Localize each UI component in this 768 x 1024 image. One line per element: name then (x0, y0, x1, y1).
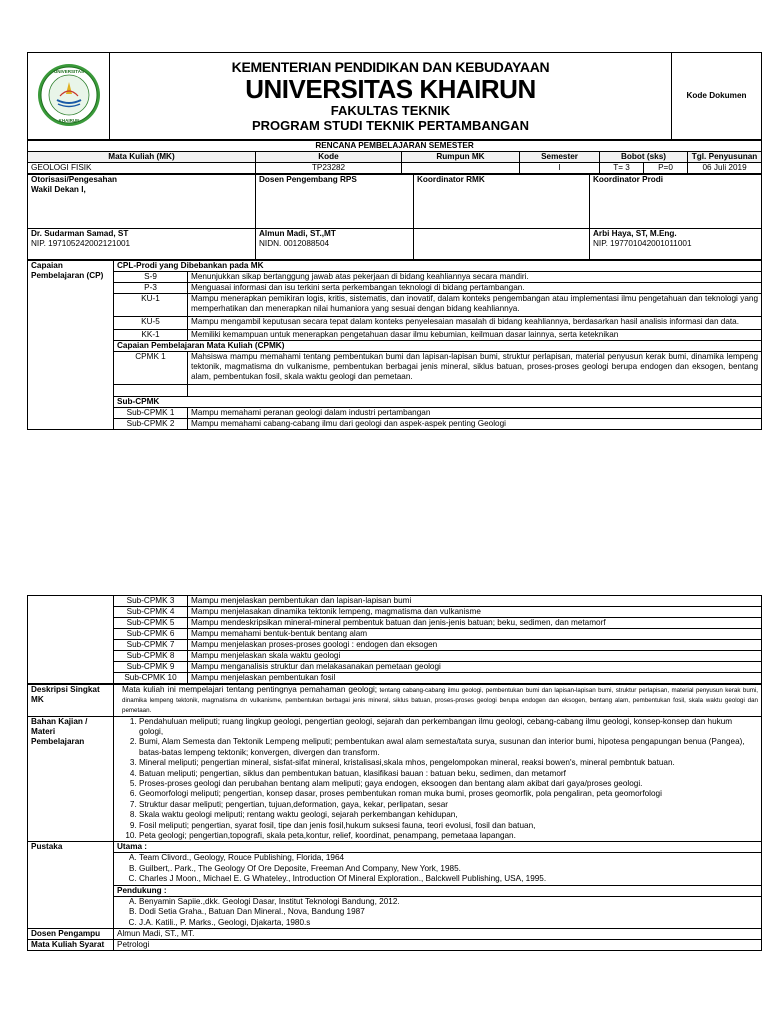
sub-cpmk-code: Sub-CPMK 10 (114, 673, 188, 684)
cpl-text: Menguasai informasi dan isu terkini serta perkembangan teknologi di bidang pertambangan. (188, 283, 762, 294)
desc-cell (114, 685, 762, 717)
desc-lead: Mata kuliah ini mempelajari tentang pentingnya pemahaman geologi; (122, 685, 378, 694)
course-header-bobot: Bobot (sks) (600, 152, 688, 163)
sub-cpmk-text: Mampu menjelaskan pembentukan dan lapisan-lapisan bumi (188, 596, 762, 607)
empty-cell (188, 385, 762, 397)
cpl-code: KU-1 (114, 294, 188, 317)
materi-list (117, 717, 758, 842)
auth-col-1 (28, 175, 256, 229)
materi-item: 5. Proses-proses geologi dan perubahan bentang alam meliputi; gaya endogen, eksoogen dan bentang alam akibat dari gaya/proses geologi. (139, 779, 758, 789)
materi-cell (114, 716, 762, 842)
cpl-text: Memiliki kemampuan untuk menerapkan pengetahuan dasar ilmu kebumian, keilmuan dasar lainnya, serta keteknikan (188, 330, 762, 341)
auth-sub-1: Wakil Dekan I, (31, 185, 86, 194)
course-rumpun (402, 163, 520, 174)
empty-cell (114, 385, 188, 397)
auth-label-3: Koordinator RMK (417, 175, 485, 184)
logo-bottom-text: KHAIRUN (58, 117, 79, 123)
sub-cpmk-code: Sub-CPMK 6 (114, 629, 188, 640)
sub-cpmk-text: Mampu menjelaskan skala waktu geologi (188, 651, 762, 662)
faculty-title: FAKULTAS TEKNIK (330, 103, 451, 118)
auth-name-1: Dr. Sudarman Samad, ST (31, 229, 129, 238)
cpmk-code: CPMK 1 (114, 352, 188, 385)
auth-label-4: Koordinator Prodi (593, 175, 664, 184)
materi-item: 9. Fosil meliputi; pengertian, syarat fosil, tipe dan jenis fosil,hukum suksesi fauna, teori evolusi, fosil dan batuan, (139, 821, 758, 831)
auth-col-2 (256, 175, 414, 229)
sub-cpmk-text: Mampu menjelaskan proses-proses goologi : endogen dan eksogen (188, 640, 762, 651)
materi-item: 8. Skala waktu geologi meliputi; rentang waktu geologi, sejarah perkembangan kehidupan, (139, 810, 758, 820)
pendukung-list (117, 897, 758, 928)
auth-label-2: Dosen Pengembang RPS (259, 175, 357, 184)
sub-cpmk-text: Mampu memahami cabang-cabang ilmu dari geologi dan aspek-aspek penting Geologi (188, 419, 762, 430)
syarat-value: Petrologi (114, 939, 762, 950)
materi-item: 6. Geomorfologi meliputi; pengertian, konsep dasar, proses pembentukan roman muka bumi, proses geomorfik, pola pengaliran, peta geomorfologi (139, 789, 758, 799)
reference-item: C. Charles J Moon., Michael E. G Whateley., Introduction Of Mineral Exploration., Balckwell Publishing, USA, 1995. (139, 874, 758, 884)
course-header-semester: Semester (520, 152, 600, 163)
sub-cpmk-text: Mampu memahami peranan geologi dalam industri pertambangan (188, 408, 762, 419)
materi-label: Bahan Kajian / Materi Pembelajaran (28, 716, 114, 842)
auth-name-4: Arbi Haya, ST, M.Eng. (593, 229, 677, 238)
materi-item: 7. Struktur dasar meliputi; pengertian, tujuan,deformation, gaya, kekar, perlipatan, sesar (139, 800, 758, 810)
course-bobot-p: P=0 (644, 163, 688, 174)
auth-sign-3 (414, 229, 590, 260)
sub-cpmk-code: Sub-CPMK 3 (114, 596, 188, 607)
cp-label: Capaian Pembelajaran (CP) (28, 261, 114, 430)
auth-sign-1 (28, 229, 256, 260)
course-code: TP23282 (256, 163, 402, 174)
cpl-text: Menunjukkan sikap bertanggung jawab atas pekerjaan di bidang keahliannya secara mandiri. (188, 272, 762, 283)
doc-code-cell (672, 53, 762, 140)
utama-cell (114, 853, 762, 885)
auth-id-2: NIDN. 0012088504 (259, 239, 330, 248)
cpmk-text: Mahsiswa mampu memahami tentang pembentukan bumi dan lapisan-lapisan bumi, struktur perlapisan, material penyusun kerak bumi, dinamika lempeng tektonik, magmatisma dn vulkanisme, pembentukan berbagai jenis mineral, siklus batuan, proses-proses geologi berupa endogen dan eksogen, bentang alam, pembentukan fosil, skala waktu geologi dan pemetaan. (188, 352, 762, 385)
rps-page-2 (27, 595, 761, 951)
auth-name-2: Almun Madi, ST.,MT (259, 229, 336, 238)
dosen-label: Dosen Pengampu (28, 928, 114, 939)
reference-item: A. Team Clivord., Geology, Rouce Publishing, Florida, 1964 (139, 853, 758, 863)
cpl-text: Mampu menerapkan pemikiran logis, kritis, sistematis, dan inovatif, dalam konteks pengembangan atau implementasi ilmu pengetahuan dan teknologi yang memperhatikan dan menerapkan nilai humaniora yang sesuai dengan bidang keahliannya. (188, 294, 762, 317)
course-header-code: Kode (256, 152, 402, 163)
course-semester: I (520, 163, 600, 174)
auth-label-1: Otorisasi/Pengesahan (31, 175, 118, 184)
materi-item: 1. Pendahuluan meliputi; ruang lingkup geologi, pengertian geologi, sejarah dan perkembangan ilmu geologi, cebang-cabang ilmu geologi, konsep-konsep dan hukum gologi, (139, 717, 758, 738)
pendukung-cell (114, 896, 762, 928)
sub-cpmk-header: Sub-CPMK (114, 397, 762, 408)
cp-label-continued (28, 596, 114, 684)
logo-top-text: UNIVERSITAS (53, 68, 84, 74)
desc-text: tentang cabang-cabang ilmu geologi, pembentukan bumi dan lapisan-lapisan bumi, struktur perlapisan, material penyusun kerak bumi, dinamika lempeng tektonik, magmatisma dn vulkanisme, pembentukan berbagai jenis mineral, siklus batuan, proses-proses geologi berupa endogen dan eksogen, bentang alam, pembentukan fosil, skala waktu geologi dan pemetaan. (122, 687, 759, 715)
sub-cpmk-code: Sub-CPMK 7 (114, 640, 188, 651)
program-title: PROGRAM STUDI TEKNIK PERTAMBANGAN (251, 118, 530, 133)
sub-cpmk-text: Mampu menganalisis struktur dan melakasanakan pemetaan geologi (188, 662, 762, 673)
materi-item: 4. Batuan meliputi; pengertian, siklus dan pembentukan batuan, klasifikasi bauan : batuan beku, sedimen, dan metamorf (139, 769, 758, 779)
rps-page-1 (27, 52, 761, 430)
cpl-text: Mampu mengambil keputusan secara tepat dalam konteks penyelesaian masalah di bidang keahliannya, berdasarkan hasil analisis informasi dan data. (188, 317, 762, 330)
course-name: GEOLOGI FISIK (28, 163, 256, 174)
desc-label: Deskripsi Singkat MK (28, 685, 114, 717)
cpl-header: CPL-Prodi yang Dibebankan pada MK (114, 261, 762, 272)
sub-cpmk-code: Sub-CPMK 8 (114, 651, 188, 662)
sub-cpmk-code: Sub-CPMK 5 (114, 618, 188, 629)
utama-list (117, 853, 758, 884)
sub-cpmk-text: Mampu mendeskripsikan mineral-mineral pembentuk batuan dan jenis-jenis batuan; beku, sedimen, dan metamorf (188, 618, 762, 629)
auth-col-4 (590, 175, 762, 229)
pustaka-label: Pustaka (28, 842, 114, 928)
course-header-name: Mata Kuliah (MK) (28, 152, 256, 163)
sub-cpmk-text: Mampu menjelaskan pembentukan fosil (188, 673, 762, 684)
course-header-rumpun: Rumpun MK (402, 152, 520, 163)
utama-label: Utama : (114, 842, 762, 853)
details-table (27, 684, 762, 951)
auth-id-1: NIP. 197105242002121001 (31, 239, 131, 248)
logo-cell (28, 53, 110, 140)
auth-id-4: NIP. 197701042001011001 (593, 239, 692, 248)
materi-item: 3. Mineral meliputi; pengertian mineral, sisfat-sifat mineral, kristalisasi,skala mhos, pengelompokan mineral, reaksi bowen's, mineral pembntuk batuan. (139, 758, 758, 768)
reference-item: A. Benyamin Sapiie.,dkk. Geologi Dasar, Institut Teknologi Bandung, 2012. (139, 897, 758, 907)
course-bobot-t: T= 3 (600, 163, 644, 174)
dosen-value: Almun Madi, ST., MT. (114, 928, 762, 939)
sub-cpmk-table (27, 595, 762, 684)
doc-code-label: Kode Dokumen (686, 91, 747, 100)
cpl-code: KK-1 (114, 330, 188, 341)
course-table (27, 140, 762, 174)
syarat-label: Mata Kuliah Syarat (28, 939, 114, 950)
cpl-code: KU-5 (114, 317, 188, 330)
institution-title-cell (110, 53, 672, 140)
ministry-title: KEMENTERIAN PENDIDIKAN DAN KEBUDAYAAN (231, 59, 550, 75)
reference-item: C. J.A. Katili., P. Marks., Geologi, Djakarta, 1980.s (139, 918, 758, 928)
cpl-code: P-3 (114, 283, 188, 294)
sub-cpmk-code: Sub-CPMK 4 (114, 607, 188, 618)
auth-sign-2 (256, 229, 414, 260)
course-date: 06 Juli 2019 (688, 163, 762, 174)
course-header-date: Tgl. Penyusunan (688, 152, 762, 163)
pendukung-label: Pendukung : (114, 885, 762, 896)
cpl-code: S-9 (114, 272, 188, 283)
sub-cpmk-code: Sub-CPMK 2 (114, 419, 188, 430)
sub-cpmk-code: Sub-CPMK 9 (114, 662, 188, 673)
cp-table (27, 260, 762, 430)
auth-col-3 (414, 175, 590, 229)
reference-item: B. Dodi Setia Graha., Batuan Dan Mineral., Nova, Bandung 1987 (139, 907, 758, 917)
materi-item: 2. Bumi, Alam Semesta dan Tektonik Lempeng meliputi; pembentukan awal alam semesta/tata surya, susunan dan interior bumi, hipotesa pengapungan benua (Pangea), batas-batas lempeng tektonik; konvergen, divergen dan transform. (139, 737, 758, 758)
cpmk-header: Capaian Pembelajaran Mata Kuliah (CPMK) (114, 341, 762, 352)
university-title: UNIVERSITAS KHAIRUN (245, 74, 536, 104)
reference-item: B. Guilbert,. Park., The Geology Of Ore Deposite, Freeman And Company, New York, 1985. (139, 864, 758, 874)
sub-cpmk-code: Sub-CPMK 1 (114, 408, 188, 419)
header-table (27, 52, 762, 140)
materi-item: 10. Peta geologi; pengertian,topografi, skala peta,kontur, relief, koordinat, penampang, pemetaaa lapangan. (139, 831, 758, 841)
university-logo-icon (36, 62, 102, 128)
sub-cpmk-text: Mampu menjelasakan dinamika tektonik lempeng, magmatisma dan vulkanisme (188, 607, 762, 618)
rps-title: RENCANA PEMBELAJARAN SEMESTER (28, 141, 762, 152)
authorization-table (27, 174, 762, 260)
sub-cpmk-text: Mampu memahami bentuk-bentuk bentang alam (188, 629, 762, 640)
auth-sign-4 (590, 229, 762, 260)
